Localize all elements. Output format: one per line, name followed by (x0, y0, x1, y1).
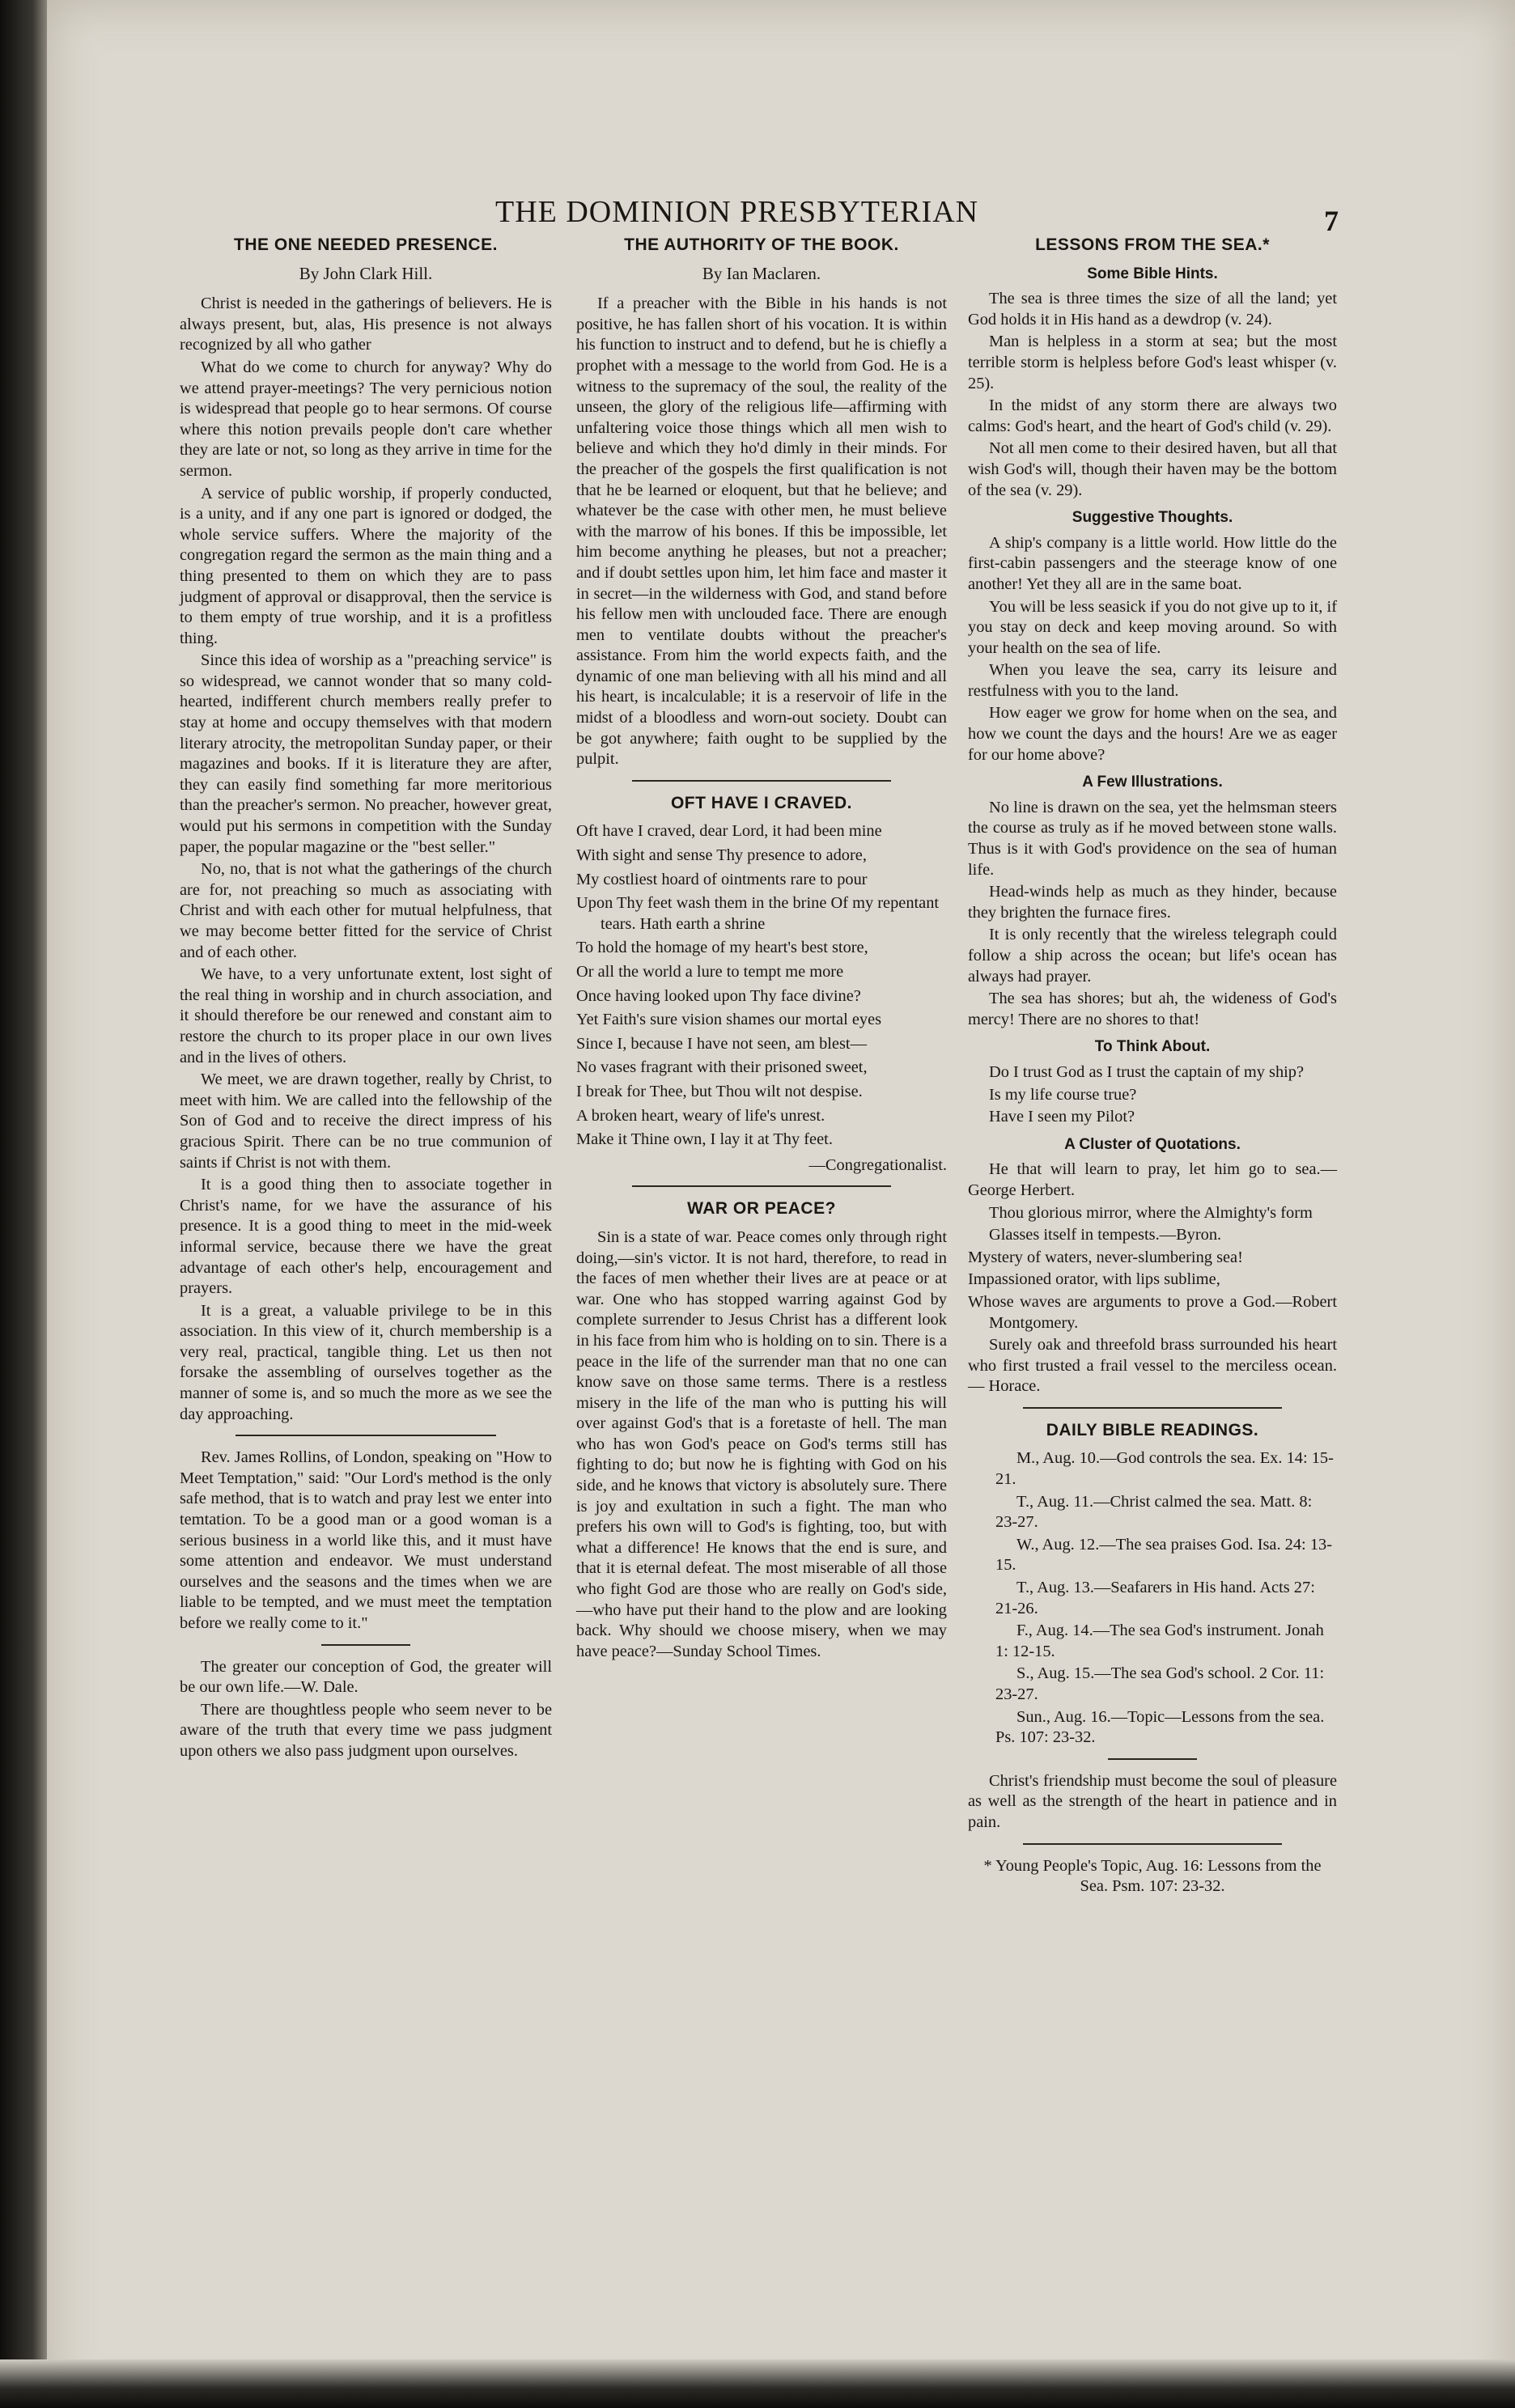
paragraph: Rev. James Rollins, of London, speaking on "How to Meet Temptation," said: "Our Lord's method is the only safe method, that is to watch and pray lest we enter into temtation. To be a good man or a good woman is a serious business in a world like this, and it must have some attention and endeavor. We must understand ourselves and the seasons and the times when we are liable to be tempted, and we must meet the temptation before we really come to it." (180, 1448, 552, 1632)
paragraph: The sea has shores; but ah, the wideness of God's mercy! There are no shores to that! (968, 990, 1337, 1028)
paragraph: It is a good thing then to associate together in Christ's name, for we have the assurance of his presence. It is a good thing to meet in the mid-week informal service, because there we have the great advantage of each other's help, encouragement and prayers. (180, 1176, 552, 1298)
divider-rule (1023, 1407, 1281, 1409)
divider-rule (1023, 1843, 1281, 1845)
poem-line: Or all the world a lure to tempt me more (576, 963, 844, 981)
column-middle (576, 235, 947, 1664)
divider-rule (632, 1185, 892, 1187)
poem-attribution: —Congregationalist. (808, 1155, 947, 1174)
page-masthead: THE DOMINION PRESBYTERIAN (495, 195, 979, 229)
quotation-line: Thou glorious mirror, where the Almighty's form (989, 1203, 1313, 1222)
paragraph: You will be less seasick if you do not give up to it, if you stay on deck and keep moving around. So with your health on the sea of life. (968, 597, 1337, 657)
reading-item: Sun., Aug. 16.—Topic—Lessons from the sea. Ps. 107: 23-32. (995, 1707, 1325, 1747)
article-byline: By John Clark Hill. (299, 263, 433, 283)
footnote: * Young People's Topic, Aug. 16: Lessons from the Sea. Psm. 107: 23-32. (983, 1856, 1322, 1896)
poem-line: Upon Thy feet wash them in the brine Of my repentant tears. Hath earth a shrine (576, 894, 940, 933)
column-right (968, 235, 1337, 1897)
column-left (180, 235, 552, 1764)
paragraph: Since this idea of worship as a "preaching service" is so widespread, we cannot wonder that so many cold-hearted, indifferent church members really prefer to stay at home and occupy themselves with that modern literary atrocity, the metropolitan Sunday paper, or their magazines and books. If it is literature they are after, they can easily find something far more meritorious than the preacher's sermon. No preacher, however great, would put his sermons in competition with the Sunday paper, the popular magazine or the "best seller." (180, 651, 552, 856)
section-heading: A Cluster of Quotations. (1064, 1135, 1241, 1153)
divider-rule (236, 1435, 496, 1436)
poem-line: Since I, because I have not seen, am blest— (576, 1034, 867, 1053)
paragraph: It is a great, a valuable privilege to be in this association. In this view of it, church membership is a very real, practical, tangible thing. Let us then not forsake the assembling of ourselves together as the manner of some is, and so much the more as we see the day approaching. (180, 1301, 552, 1423)
poem-line: No vases fragrant with their prisoned sweet, (576, 1058, 868, 1077)
paragraph: What do we come to church for anyway? Why do we attend prayer-meetings? The very pernicious notion is widespread that people go to hear sermons. Of course where this notion prevails people don't care whether they are late or not, so long as they arrive in time for the sermon. (180, 358, 552, 480)
paragraph: Have I seen my Pilot? (989, 1108, 1135, 1126)
paragraph: Do I trust God as I trust the captain of my ship? (989, 1062, 1305, 1081)
quotation-line: He that will learn to pray, let him go to sea.—George Herbert. (968, 1160, 1337, 1199)
paragraph: Christ's friendship must become the soul of pleasure as well as the strength of the heart in patience and in pain. (968, 1771, 1337, 1831)
paragraph: Man is helpless in a storm at sea; but the most terrible storm is helpless before God's least whisper (v. 25). (968, 333, 1337, 392)
paragraph: Sin is a state of war. Peace comes only through right doing,—sin's victor. It is not hard, therefore, to read in the faces of men whether their lives are at peace or at war. One who has stopped warring against God by complete surrender to Jesus Christ has a different look in his face from him who is holding on to sin. There is a peace in the life of the surrender man that no one can know save on those same terms. There is a restless misery in the life of the man who is putting his will over against God's that is a foretaste of hell. The man who has won God's peace on God's terms still has fighting to do; but now he is fighting with God on his side, and he knows that victory is absolutely sure. There is joy and exultation in such a fight. The man who prefers his own will to God's is fighting, too, but with what a difference! He knows that the end is sure, and that it is eternal defeat. The most miserable of all those who fight God are those who are really on God's side,—who have put their hand to the plow and are looking back. Why should we choose misery, when we may have peace?—Sunday School Times. (576, 1227, 947, 1660)
reading-item: F., Aug. 14.—The sea God's instrument. Jonah 1: 12-15. (995, 1622, 1324, 1660)
page-number: 7 (1324, 205, 1339, 237)
divider-rule (321, 1644, 410, 1646)
paragraph: No line is drawn on the sea, yet the helmsman steers the course as truly as if he moved between stone walls. Thus is it with God's providence on the sea of human life. (968, 798, 1337, 879)
article-title: LESSONS FROM THE SEA.* (1035, 235, 1270, 254)
paragraph: A service of public worship, if properly conducted, is a unity, and if any one part is ignored or dodged, the whole service suffers. Where the majority of the congregation regard the sermon as the main thing and a thing presented to them on which they are to pass judgment of approval or disapproval, then the service is to them empty of true worship, and it is a profitless thing. (180, 484, 552, 647)
poem-line: A broken heart, weary of life's unrest. (576, 1106, 825, 1125)
paragraph: It is only recently that the wireless telegraph could follow a ship across the ocean; but life's ocean has always had prayer. (968, 926, 1337, 986)
article-title: THE AUTHORITY OF THE BOOK. (624, 235, 899, 254)
quotation-line: Impassioned orator, with lips sublime, (968, 1270, 1220, 1289)
readings-heading: DAILY BIBLE READINGS. (1046, 1420, 1259, 1439)
poem-line: Yet Faith's sure vision shames our mortal eyes (576, 1011, 882, 1029)
reading-item: M., Aug. 10.—God controls the sea. Ex. 14: 15-21. (995, 1449, 1334, 1489)
section-heading: To Think About. (1094, 1038, 1211, 1056)
paragraph: A ship's company is a little world. How little do the first-cabin passengers and the steerage know of one another! Yet they all are in the same boat. (968, 533, 1337, 593)
divider-rule (1108, 1758, 1196, 1760)
section-heading: Suggestive Thoughts. (1072, 509, 1233, 527)
poem-line: I break for Thee, but Thou wilt not despise. (576, 1082, 863, 1100)
quotation-line: Surely oak and threefold brass surrounded his heart who first trusted a frail vessel to the merciless ocean. — Horace. (968, 1336, 1337, 1396)
poem-title: OFT HAVE I CRAVED. (670, 793, 853, 812)
poem-line: Once having looked upon Thy face divine? (576, 986, 861, 1005)
scan-bottom-edge (0, 2359, 1515, 2408)
paragraph: When you leave the sea, carry its leisure and restfulness with you to the land. (968, 661, 1337, 700)
article-title: THE ONE NEEDED PRESENCE. (234, 235, 498, 254)
paragraph: The greater our conception of God, the greater will be our own life.—W. Dale. (180, 1657, 552, 1697)
divider-rule (632, 780, 892, 782)
paragraph: Is my life course true? (989, 1085, 1137, 1104)
article-byline: By Ian Maclaren. (702, 263, 821, 283)
reading-item: T., Aug. 13.—Seafarers in His hand. Acts 27: 21-26. (995, 1579, 1315, 1617)
poem-line: Oft have I craved, dear Lord, it had been mine (576, 822, 882, 841)
paragraph: Head-winds help as much as they hinder, because they brighten the furnace fires. (968, 883, 1337, 922)
poem-line: Make it Thine own, I lay it at Thy feet. (576, 1130, 833, 1149)
reading-item: T., Aug. 11.—Christ calmed the sea. Matt. 8: 23-27. (995, 1492, 1313, 1532)
quotation-line: Whose waves are arguments to prove a God.—Robert Montgomery. (968, 1292, 1337, 1332)
poem-line: With sight and sense Thy presence to adore, (576, 846, 867, 865)
article-title: WAR OR PEACE? (687, 1199, 836, 1219)
paragraph: The sea is three times the size of all the land; yet God holds it in His hand as a dewdrop (v. 24). (968, 290, 1337, 329)
poem-line: My costliest hoard of ointments rare to pour (576, 870, 868, 888)
paragraph: How eager we grow for home when on the sea, and how we count the days and the hours! Are we as eager for our home above? (968, 704, 1337, 764)
paragraph: We meet, we are drawn together, really by Christ, to meet with him. We are called into the fellowship of the Son of God and to receive the direct impress of his gracious Spirit. There can be no true communion of saints if Christ is not with them. (180, 1070, 552, 1172)
paragraph: We have, to a very unfortunate extent, lost sight of the real thing in worship and in church association, and it should therefore be our renewed and constant aim to restore the church to its proper place in our own lives and in the lives of others. (180, 965, 552, 1066)
poem-line: To hold the homage of my heart's best store, (576, 939, 868, 957)
paragraph: No, no, that is not what the gatherings of the church are for, not preaching so much as associating with Christ and with each other for mutual helpfulness, that we may become better fitted for the service of Christ and of each other. (180, 860, 552, 961)
section-heading: Some Bible Hints. (1087, 265, 1218, 282)
paragraph: Not all men come to their desired haven, but all that wish God's will, though their haven may be the bottom of the sea (v. 29). (968, 439, 1337, 499)
paragraph: In the midst of any storm there are always two calms: God's heart, and the heart of God's child (v. 29). (968, 396, 1337, 435)
reading-item: W., Aug. 12.—The sea praises God. Isa. 24: 13-15. (995, 1535, 1332, 1575)
quotation-line: Glasses itself in tempests.—Byron. (989, 1226, 1222, 1244)
quotation-line: Mystery of waters, never-slumbering sea! (968, 1248, 1243, 1266)
paragraph: There are thoughtless people who seem never to be aware of the truth that every time we pass judgment upon others we also pass judgment upon ourselves. (180, 1700, 552, 1760)
section-heading: A Few Illustrations. (1082, 774, 1223, 791)
scan-left-edge (0, 0, 47, 2408)
poem (576, 821, 947, 1150)
reading-item: S., Aug. 15.—The sea God's school. 2 Cor. 11: 23-27. (995, 1664, 1325, 1703)
paragraph: Christ is needed in the gatherings of believers. He is always present, but, alas, His presence is not always recognized by all who gather (180, 295, 552, 354)
paragraph: If a preacher with the Bible in his hands is not positive, he has fallen short of his vocation. It is within his function to instruct and to defend, but he is chiefly a prophet with a message to the world from God. He is a witness to the supremacy of the soul, the reality of the unseen, the glory of the religious life—affirming with unfaltering voice those things which all men wish to believe and which they ho'd dimly in their minds. For the preacher of the gospels the first qualification is not that he be learned or eloquent, but that he believe; and whatever be the case with other men, he must believe with the marrow of his bones. If this be impossible, let him become anything he pleases, but not a preacher; and if doubt settles upon him, let him face and master it in secret—in the wilderness with God, and stand before his fellow men with unclouded face. There are enough men to ventilate doubts without the preacher's assistance. From him the world expects faith, and the dynamic of one man believing with all his mind and all his heart, is incalculable; it is a reservoir of life in the midst of a bloodless and worn-out society. Doubt can be got anywhere; faith ought to be supplied by the pulpit. (576, 295, 947, 769)
